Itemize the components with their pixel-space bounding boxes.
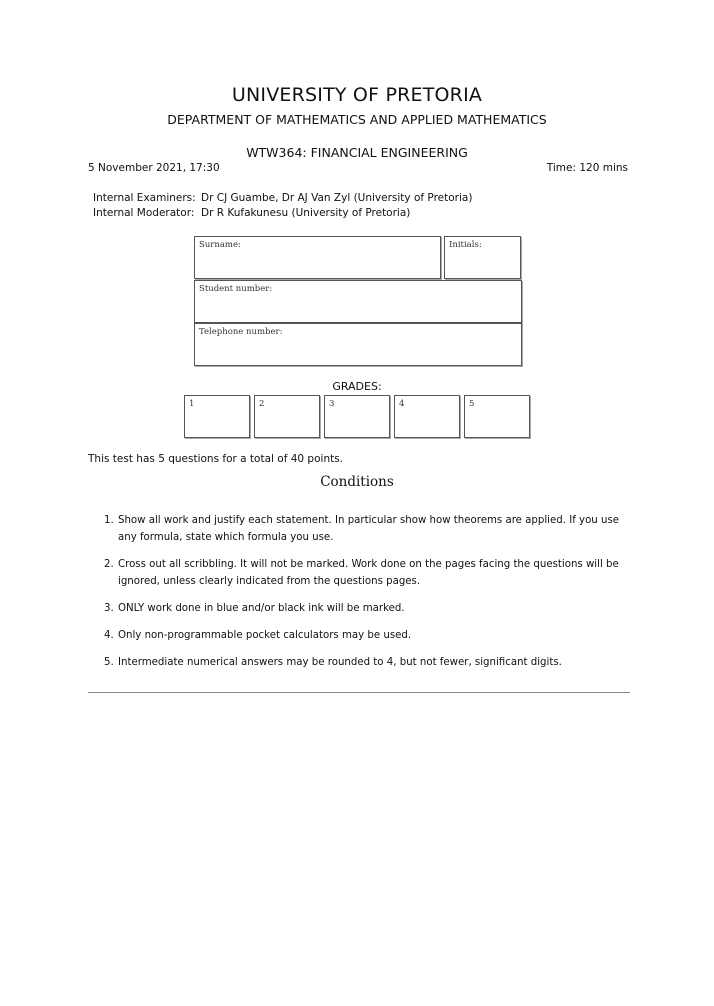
- exam-duration: Time: 120 mins: [546, 162, 628, 174]
- total-points-text: This test has 5 questions for a total of 40 points.: [88, 453, 344, 465]
- condition-item: [104, 654, 632, 671]
- grade-box-label: 2: [259, 399, 265, 409]
- condition-item: [104, 600, 632, 617]
- condition-item: [104, 627, 632, 644]
- initials-field[interactable]: [444, 236, 521, 279]
- horizontal-rule: [88, 692, 630, 693]
- condition-number: 3.: [104, 603, 114, 614]
- grade-box-4[interactable]: [394, 395, 460, 438]
- department-title: DEPARTMENT OF MATHEMATICS AND APPLIED MATHEMATICS: [167, 112, 547, 127]
- grade-box-label: 1: [189, 399, 195, 409]
- internal-examiners-label: Internal Examiners:: [93, 192, 196, 204]
- condition-text: Intermediate numerical answers may be rounded to 4, but not fewer, significant digits.: [118, 657, 562, 668]
- internal-examiners-row: [93, 192, 472, 204]
- condition-text: ONLY work done in blue and/or black ink will be marked.: [118, 603, 405, 614]
- course-title: WTW364: FINANCIAL ENGINEERING: [246, 145, 468, 160]
- grade-box-label: 3: [329, 399, 335, 409]
- surname-label: Surname:: [199, 240, 241, 250]
- grade-box-3[interactable]: [324, 395, 390, 438]
- condition-number: 2.: [104, 559, 114, 570]
- telephone-number-label: Telephone number:: [199, 327, 283, 337]
- condition-item: [104, 512, 632, 546]
- grade-box-label: 5: [469, 399, 475, 409]
- condition-text: Only non-programmable pocket calculators may be used.: [118, 630, 412, 641]
- grade-box-2[interactable]: [254, 395, 320, 438]
- internal-moderator-row: [93, 207, 410, 219]
- internal-moderator-label: Internal Moderator:: [93, 207, 195, 219]
- student-number-label: Student number:: [199, 284, 273, 294]
- condition-number: 1.: [104, 515, 114, 526]
- condition-number: 5.: [104, 657, 114, 668]
- conditions-list: [104, 512, 632, 681]
- conditions-title: Conditions: [320, 474, 394, 490]
- telephone-number-field[interactable]: [194, 323, 522, 366]
- internal-examiners-value: Dr CJ Guambe, Dr AJ Van Zyl (University of Pretoria): [201, 192, 473, 204]
- grade-box-label: 4: [399, 399, 405, 409]
- condition-text: Cross out all scribbling. It will not be marked. Work done on the pages facing the questions will be ignored, unless clearly indicated from the questions pages.: [118, 559, 619, 587]
- grade-box-5[interactable]: [464, 395, 530, 438]
- university-title: UNIVERSITY OF PRETORIA: [231, 84, 483, 106]
- grades-title: GRADES:: [332, 380, 382, 393]
- student-number-field[interactable]: [194, 280, 522, 323]
- condition-text: Show all work and justify each statement. In particular show how theorems are applied. If you use any formula, state which formula you use.: [118, 515, 620, 543]
- initials-label: Initials:: [449, 240, 482, 250]
- condition-item: [104, 556, 632, 590]
- grade-box-1[interactable]: [184, 395, 250, 438]
- surname-field[interactable]: [194, 236, 441, 279]
- exam-date: 5 November 2021, 17:30: [88, 162, 220, 174]
- internal-moderator-value: Dr R Kufakunesu (University of Pretoria): [201, 207, 411, 219]
- condition-number: 4.: [104, 630, 114, 641]
